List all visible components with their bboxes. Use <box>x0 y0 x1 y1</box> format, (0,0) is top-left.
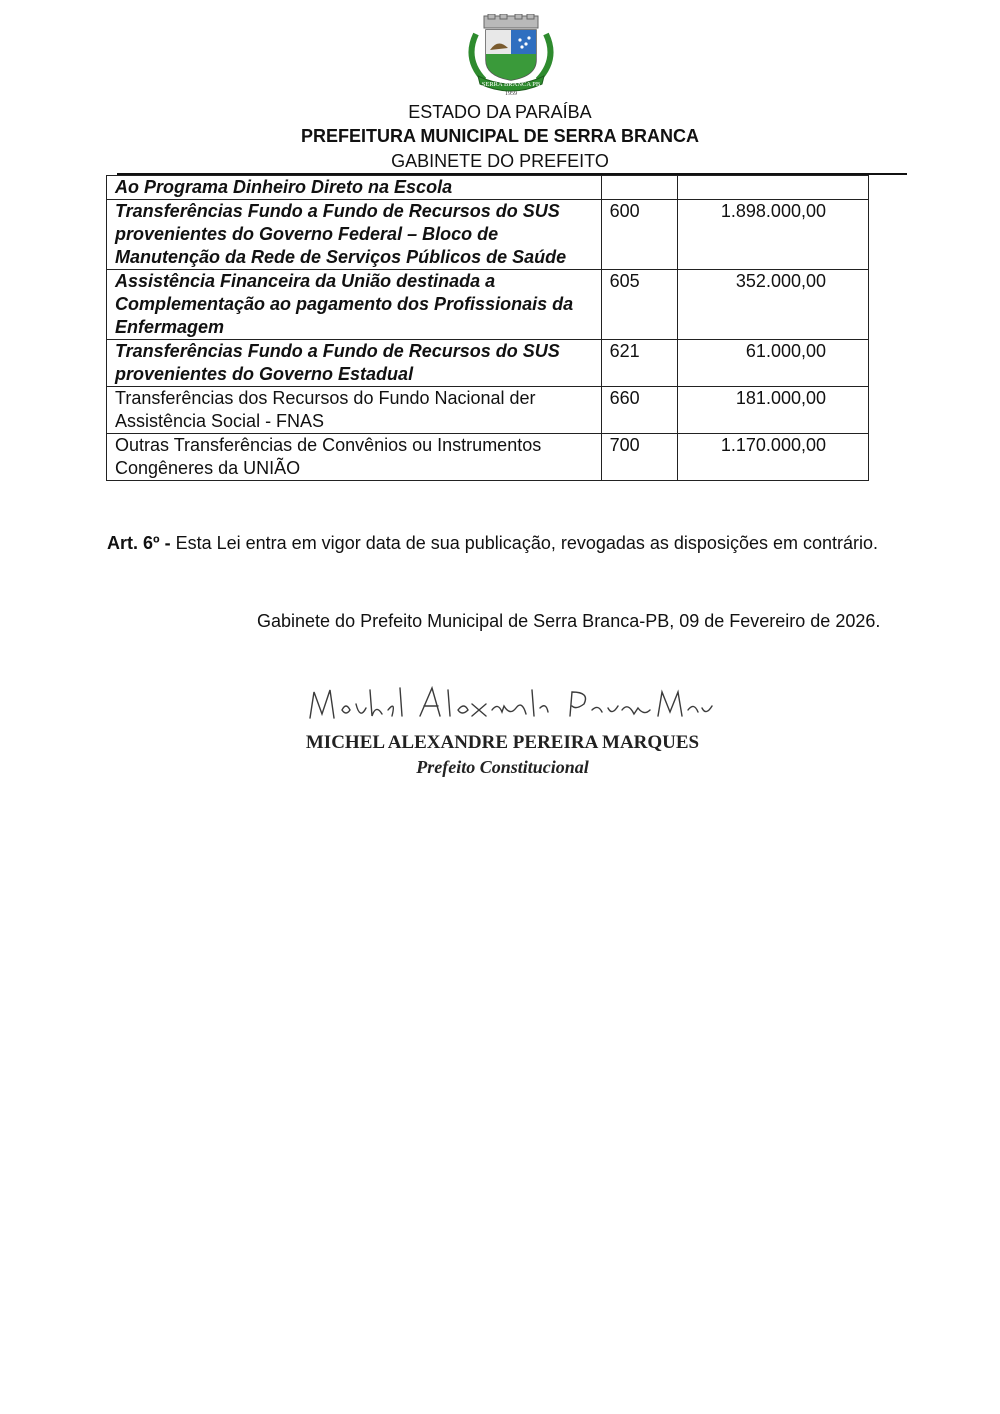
row-amount: 181.000,00 <box>678 387 869 434</box>
prefecture-heading: PREFEITURA MUNICIPAL DE SERRA BRANCA <box>300 126 699 146</box>
row-source-code: 700 <box>601 434 678 481</box>
municipal-crest-icon <box>462 14 560 96</box>
svg-text:1959: 1959 <box>505 91 517 96</box>
row-description: Outras Transferências de Convênios ou Instrumentos Congêneres da UNIÃO <box>107 434 602 481</box>
article-text: Esta Lei entra em vigor data de sua publicação, revogadas as disposições em contrário. <box>175 533 879 553</box>
row-description: Ao Programa Dinheiro Direto na Escola <box>107 176 602 200</box>
place-date: Gabinete do Prefeito Municipal de Serra Branca-PB, 09 de Fevereiro de 2026. <box>257 611 881 631</box>
table-row <box>107 270 869 340</box>
row-description: Transferências Fundo a Fundo de Recursos do SUS provenientes do Governo Federal – Bloco de Manutenção da Rede de Serviços Públicos de Saúde <box>107 200 602 270</box>
row-description: Transferências Fundo a Fundo de Recursos do SUS provenientes do Governo Estadual <box>107 340 602 387</box>
row-source-code: 660 <box>601 387 678 434</box>
office-heading: GABINETE DO PREFEITO <box>391 151 609 171</box>
table-row <box>107 434 869 481</box>
article-6 <box>107 531 916 555</box>
table-row <box>107 387 869 434</box>
table-row <box>107 340 869 387</box>
signatory-name: MICHEL ALEXANDRE PEREIRA MARQUES <box>305 732 700 753</box>
row-description: Assistência Financeira da União destinada a Complementação ao pagamento dos Profissionais da Enfermagem <box>107 270 602 340</box>
handwritten-signature <box>300 680 720 730</box>
row-amount: 1.170.000,00 <box>678 434 869 481</box>
row-amount: 1.898.000,00 <box>678 200 869 270</box>
state-heading: ESTADO DA PARAÍBA <box>408 102 592 122</box>
row-amount <box>678 176 869 200</box>
row-amount: 61.000,00 <box>678 340 869 387</box>
article-label: Art. 6º - <box>107 533 171 553</box>
row-source-code: 621 <box>601 340 678 387</box>
signatory-role: Prefeito Constitucional <box>416 757 589 777</box>
svg-text:SERRA BRANCA PB: SERRA BRANCA PB <box>481 81 541 88</box>
row-source-code: 600 <box>601 200 678 270</box>
revenue-sources-table <box>106 175 869 481</box>
table-row <box>107 176 869 200</box>
signature-block <box>300 680 720 790</box>
row-source-code <box>601 176 678 200</box>
row-description: Transferências dos Recursos do Fundo Nacional der Assistência Social - FNAS <box>107 387 602 434</box>
table-row <box>107 200 869 270</box>
row-source-code: 605 <box>601 270 678 340</box>
row-amount: 352.000,00 <box>678 270 869 340</box>
